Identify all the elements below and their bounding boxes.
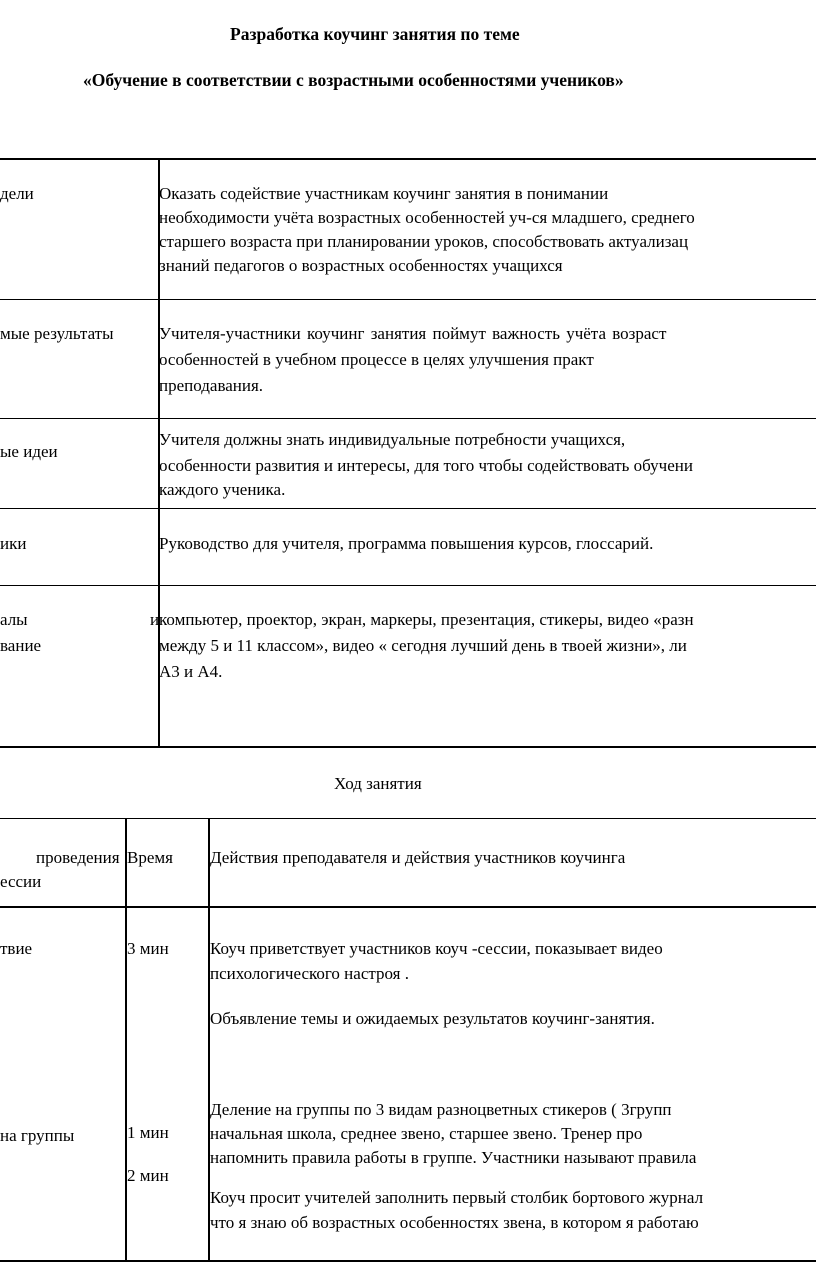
row-content-line: каждого ученика. [159, 480, 286, 499]
time-value: 3 мин [127, 939, 169, 958]
table1-row-divider [0, 299, 816, 300]
action-line: Объявление темы и ожидаемых результатов коучинг-занятия. [210, 1009, 655, 1028]
table2-column-divider [125, 818, 127, 1262]
stage-label: на группы [0, 1126, 75, 1145]
time-value: 1 мин [127, 1123, 169, 1142]
row-content-line: особенностей в учебном процессе в целях улучшения практ [159, 350, 594, 369]
action-line: начальная школа, среднее звено, старшее звено. Тренер про [210, 1124, 643, 1143]
table1-row-divider [0, 508, 816, 509]
row-label-tail: и [150, 610, 160, 629]
table1-bottom-border [0, 746, 816, 748]
table1-top-border [0, 158, 816, 160]
row-content-line: Учителя-участники коучинг занятия поймут важность учёта возраст [159, 324, 667, 343]
row-label: ики [0, 534, 27, 553]
row-label: алы [0, 610, 28, 629]
header-time: Время [127, 848, 173, 867]
table1-row-divider [0, 585, 816, 586]
header-actions: Действия преподавателя и действия участников коучинга [210, 848, 626, 867]
document-subtitle: «Обучение в соответствии с возрастными особенностями учеников» [83, 70, 624, 90]
header-stage: проведения [36, 848, 120, 867]
stage-label: твие [0, 939, 33, 958]
row-content-line: старшего возраста при планировании уроков, способствовать актуализац [159, 232, 689, 251]
action-line: Коуч приветствует участников коуч -сессии, показывает видео [210, 939, 663, 958]
row-content-line: знаний педагогов о возрастных особенностях учащихся [159, 256, 563, 275]
row-label: ые идеи [0, 442, 58, 461]
document-title: Разработка коучинг занятия по теме [230, 24, 520, 44]
row-content-line: Оказать содействие участникам коучинг занятия в понимании [159, 184, 609, 203]
row-content-line: необходимости учёта возрастных особенностей уч-ся младшего, среднего [159, 208, 695, 227]
action-line: Деление на группы по 3 видам разноцветных стикеров ( 3групп [210, 1100, 672, 1119]
row-content-line: между 5 и 11 классом», видео « сегодня лучший день в твоей жизни», ли [159, 636, 687, 655]
table2-top-border [0, 818, 816, 819]
section-title: Ход занятия [334, 774, 422, 793]
row-content-line: преподавания. [159, 376, 264, 395]
table1-row-divider [0, 418, 816, 419]
row-label: вание [0, 636, 42, 655]
action-line: напомнить правила работы в группе. Участники называют правила [210, 1148, 697, 1167]
action-line: что я знаю об возрастных особенностях звена, в котором я работаю [210, 1213, 699, 1232]
table2-header-divider [0, 906, 816, 908]
row-content-line: А3 и А4. [159, 662, 223, 681]
row-label: мые результаты [0, 324, 114, 343]
row-content-line: Руководство для учителя, программа повышения курсов, глоссарий. [159, 534, 654, 553]
action-line: психологического настроя . [210, 964, 410, 983]
action-line: Коуч просит учителей заполнить первый столбик бортового журнал [210, 1188, 704, 1207]
time-value: 2 мин [127, 1166, 169, 1185]
header-stage: ессии [0, 872, 42, 891]
row-content-line: особенности развития и интересы, для того чтобы содействовать обучени [159, 456, 693, 475]
row-content-line: Учителя должны знать индивидуальные потребности учащихся, [159, 430, 626, 449]
table2-bottom-border [0, 1260, 816, 1262]
row-content-line: компьютер, проектор, экран, маркеры, презентация, стикеры, видео «разн [159, 610, 694, 629]
row-label: дели [0, 184, 34, 203]
